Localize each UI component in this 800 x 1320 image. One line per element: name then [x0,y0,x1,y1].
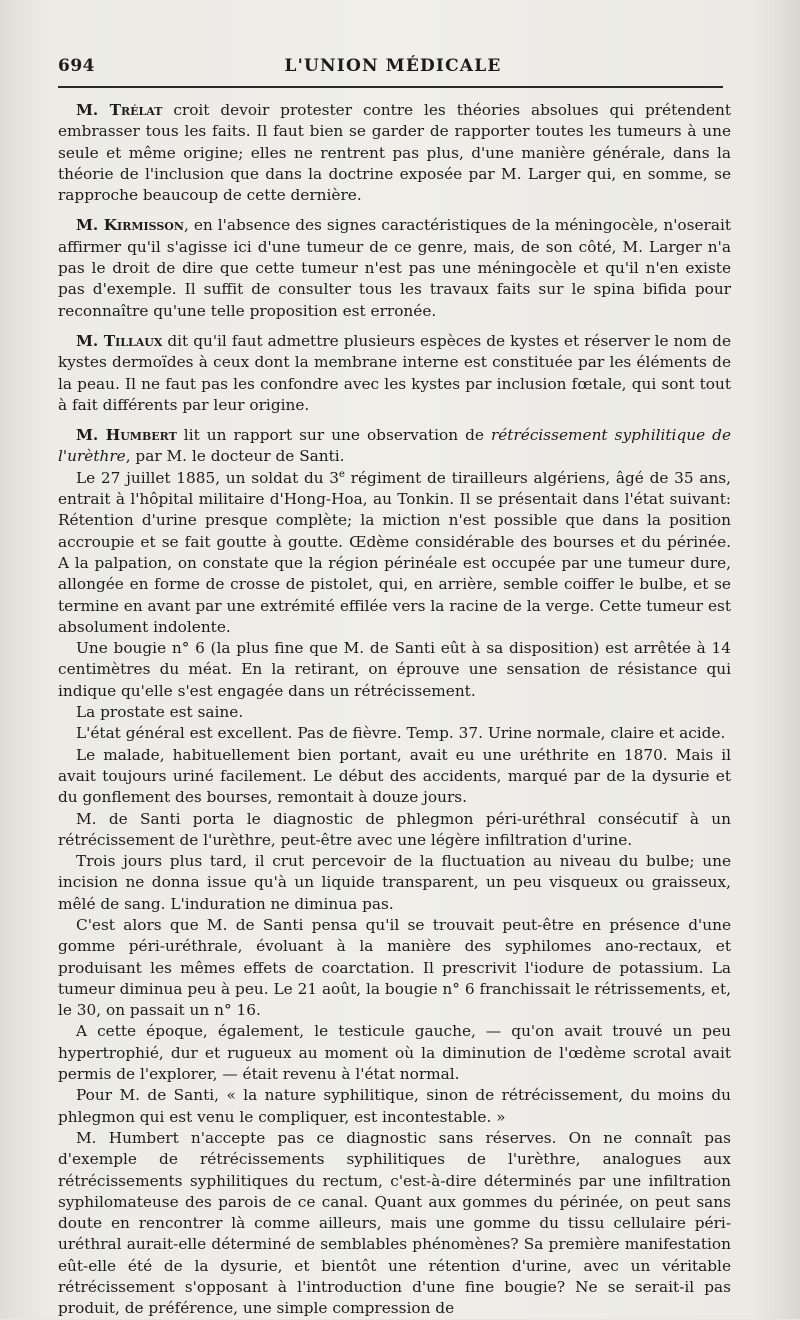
speaker-name: M. Humbert [76,426,177,445]
paragraph-trelat: M. Trélat croit devoir protester contre les théories absolues qui prétendent embrasser tous les faits. Il faut bien se garder de rapporter toutes les tumeurs à une seule et même origine; elles ne rentrent pas plus, d'une manière générale, dans la théorie de l'inclusion que dans la doctrine exposée par M. Larger qui, en somme, se rapproche beaucoup de cette dernière. [58,101,731,205]
page-header [58,56,728,84]
paragraph: M. de Santi porta le diagnostic de phlegmon péri-uréthral consécutif à un rétrécissement de l'urèthre, peut-être avec une légère infiltration d'urine. [58,809,731,849]
paragraph: La prostate est saine. [76,703,244,722]
report-title: rétrécissement syphilitique de l'urèthre [58,426,732,466]
paragraph: A cette époque, également, le testicule gauche, — qu'on avait trouvé un peu hypertrophié, dur et rugueux au moment où la diminution de l'œdème scrotal avait permis de l'explorer, — était revenu à l'état normal. [58,1022,731,1084]
paragraph: Pour M. de Santi, « la nature syphilitique, sinon de rétrécissement, du moins du phlegmon qui est venu le compliquer, est incontestable. » [58,1086,731,1126]
speaker-name: M. Trélat [76,101,163,119]
running-title: L'UNION MÉDICALE [284,56,502,76]
paragraph: Une bougie n° 6 (la plus fine que M. de Santi eût à sa disposition) est arrêtée à 14 centimètres du méat. En la retirant, on éprouve une sensation de résistance qui indique qu'elle s'est engagée dans un rétrécissement. [58,639,731,700]
paragraph: C'est alors que M. de Santi pensa qu'il se trouvait peut-être en présence d'une gomme péri-uréthrale, évoluant à la manière des syphilomes ano-rectaux, et produisant les mêmes effets de coarctation. Il prescrivit l'iodure de potassium. La tumeur diminua peu à peu. Le 21 août, la bougie n° 6 franchissait le rétrissements, et, le 30, on passait un n° 16. [58,915,731,1020]
speaker-name: M. Kirmisson [76,216,184,235]
paragraph: L'état général est excellent. Pas de fièvre. Temp. 37. Urine normale, claire et acide. [76,724,726,743]
header-rule [58,86,723,88]
paragraph: Le malade, habituellement bien portant, avait eu une uréthrite en 1870. Mais il avait toujours uriné facilement. Le début des accidents, marqué par de la dysurie et du gonflement des bourses, remontait à douze jours. [58,745,731,807]
paragraph-humbert-report: M. Humbert lit un rapport sur une observation de rétrécissement syphilitique de l'urèthre, par M. le docteur de Santi. [58,426,732,466]
paragraph-kirmisson: M. Kirmisson, en l'absence des signes caractéristiques de la méningocèle, n'oserait affirmer qu'il s'agisse ici d'une tumeur de ce genre, mais, de son côté, M. Larger n'a pas le droit de dire que cette tumeur n'est pas une méningocèle et qu'il n'en existe pas d'exemple. Il suffit de consulter tous les travaux faits sur le spina bifida pour reconnaître qu'une telle proposition est erronée. [58,216,731,320]
article-body [58,100,731,1320]
paragraph: M. Humbert n'accepte pas ce diagnostic sans réserves. On ne connaît pas d'exemple de rétrécissements syphilitiques de l'urèthre, analogues aux rétrécissements syphilitiques du rectum, c'est-à-dire déterminés par une infiltration syphilomateuse des parois de ce canal. Quant aux gommes du périnée, on peut sans doute en rencontrer là comme ailleurs, mais une gomme du tissu cellulaire péri-uréthral aurait-elle déterminé de semblables phénomènes? Sa première manifestation eût-elle été de la dysurie, et bientôt une rétention d'urine, avec un véritable rétrécissement s'opposant à l'introduction d'une fine bougie? Ne se serait-il pas produit, de préférence, une simple compression de [58,1128,731,1318]
paragraph-tillaux: M. Tillaux dit qu'il faut admettre plusieurs espèces de kystes et réserver le nom de kystes dermoïdes à ceux dont la membrane interne est constituée par les éléments de la peau. Il ne faut pas les confondre avec les kystes par inclusion fœtale, qui sont tout à fait différents par leur origine. [58,331,731,414]
paragraph: Trois jours plus tard, il crut percevoir de la fluctuation au niveau du bulbe; une incision ne donna issue qu'à un liquide transparent, un peu visqueux ou graisseux, mêlé de sang. L'induration ne diminua pas. [58,852,731,913]
page-number: 694 [58,56,95,76]
paragraph-case-history: Le 27 juillet 1885, un soldat du 3e régiment de tirailleurs algériens, âgé de 35 ans, entrait à l'hôpital militaire d'Hong-Hoa, au Tonkin. Il se présentait dans l'état suivant: Rétention d'urine presque complète; la miction n'est possible que dans la position accroupie et se fait goutte à goutte. Œdème considérable des bourses et du périnée. A la palpation, on constate que la région périnéale est occupée par une tumeur dure, allongée en forme de crosse de pistolet, qui, en arrière, semble coiffer le bulbe, et se termine en avant par une extrémité effilée vers la racine de la verge. Cette tumeur est absolument indolente. [58,468,731,636]
speaker-name: M. Tillaux [76,331,163,350]
